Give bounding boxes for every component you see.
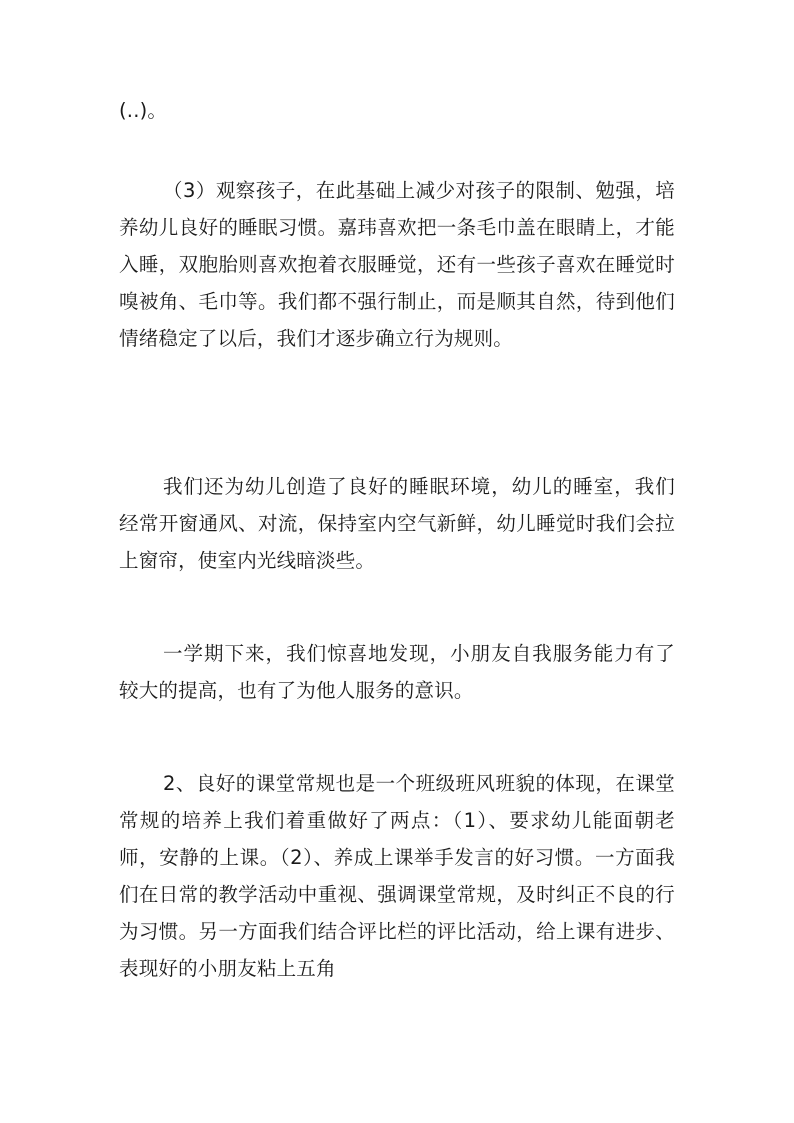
paragraph-fragment: (..)。 bbox=[119, 99, 168, 122]
paragraph-classroom-routine: 2、良好的课堂常规也是一个班级班风班貌的体现，在课堂常规的培养上我们着重做好了两点：（1）、要求幼儿能面朝老师，安静的上课。（2）、养成上课举手发言的好习惯。一方面我们在日常的教学活动中重视、强调课堂常规，及时纠正不良的行为习惯。另一方面我们结合评比栏的评比活动，给上课有进步、表现好的小朋友粘上五角 bbox=[119, 772, 675, 980]
paragraph-sleep-environment: 我们还为幼儿创造了良好的睡眠环境，幼儿的睡室，我们经常开窗通风、对流，保持室内空气新鲜，幼儿睡觉时我们会拉上窗帘，使室内光线暗淡些。 bbox=[119, 475, 675, 572]
paragraph-semester-summary: 一学期下来，我们惊喜地发现，小朋友自我服务能力有了较大的提高，也有了为他人服务的意识。 bbox=[119, 642, 675, 702]
paragraph-sleep-habits: （3）观察孩子，在此基础上减少对孩子的限制、勉强，培养幼儿良好的睡眠习惯。嘉玮喜欢把一条毛巾盖在眼睛上，才能入睡，双胞胎则喜欢抱着衣服睡觉，还有一些孩子喜欢在睡觉时嗅被角、毛巾等。我们都不强行制止，而是顺其自然，待到他们情绪稳定了以后，我们才逐步确立行为规则。 bbox=[119, 179, 675, 350]
